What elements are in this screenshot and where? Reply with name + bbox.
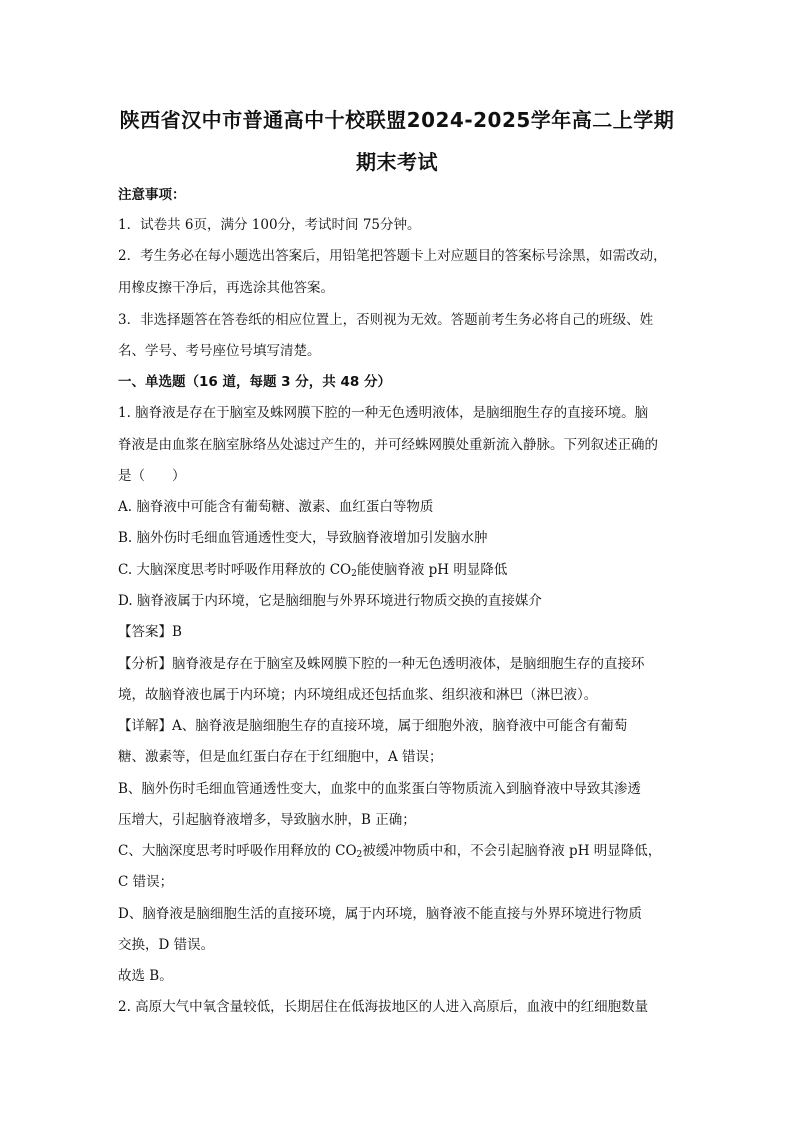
question-1-detail: 【详解】A、脑脊液是脑细胞生存的直接环境，属于细胞外液，脑脊液中可能含有葡萄 bbox=[118, 718, 628, 734]
notice-item-3: 3．非选择题答在答卷纸的相应位置上，否则视为无效。答题前考生务必将自己的班级、姓 bbox=[118, 312, 654, 328]
question-1-detail-d: D、脑脊液是脑细胞生活的直接环境，属于内环境，脑脊液不能直接与外界环境进行物质 bbox=[118, 906, 642, 922]
question-1-detail-c bbox=[118, 842, 678, 864]
question-1-option-b: B. 脑外伤时毛细血管通透性变大，导致脑脊液增加引发脑水肿 bbox=[118, 530, 488, 546]
question-1-detail-d-continued: 交换，D 错误。 bbox=[118, 937, 215, 953]
question-1-option-d: D. 脑脊液属于内环境，它是脑细胞与外界环境进行物质交换的直接媒介 bbox=[118, 593, 542, 609]
detail-c-text-end: 被缓冲物质中和，不会引起脑脊液 pH 明显降低， bbox=[362, 843, 662, 859]
option-c-text: C. 大脑深度思考时呼吸作用释放的 CO bbox=[118, 562, 352, 578]
notice-item-1: 1．试卷共 6页，满分 100分，考试时间 75分钟。 bbox=[118, 217, 421, 233]
question-1-stem: 1. 脑脊液是存在于脑室及蛛网膜下腔的一种无色透明液体，是脑细胞生存的直接环境。脑 bbox=[118, 405, 649, 421]
question-1-option-a: A. 脑脊液中可能含有葡萄糖、激素、血红蛋白等物质 bbox=[118, 499, 434, 515]
question-1-analysis-continued: 境，故脑脊液也属于内环境；内环境组成还包括血浆、组织液和淋巴（淋巴液）。 bbox=[118, 687, 598, 703]
option-c-subscript: 2 bbox=[351, 569, 357, 579]
notice-heading: 注意事项： bbox=[118, 187, 186, 203]
notice-item-2-continued: 用橡皮擦干净后，再选涂其他答案。 bbox=[118, 280, 334, 296]
question-1-detail-b: B、脑外伤时毛细血管通透性变大，血浆中的血浆蛋白等物质流入到脑脊液中导致其渗透 bbox=[118, 781, 641, 797]
question-1-detail-continued: 糖、激素等，但是血红蛋白存在于红细胞中，A 错误； bbox=[118, 749, 443, 765]
question-1-detail-c-continued: C 错误； bbox=[118, 874, 174, 890]
document-title: 陕西省汉中市普通高中十校联盟2024-2025学年高二上学期 bbox=[119, 108, 675, 132]
question-1-detail-b-continued: 压增大，引起脑脊液增多，导致脑水肿，B 正确； bbox=[118, 812, 416, 828]
question-1-analysis: 【分析】脑脊液是存在于脑室及蛛网膜下腔的一种无色透明液体，是脑细胞生存的直接环 bbox=[118, 656, 645, 672]
question-1-option-c bbox=[118, 561, 678, 583]
question-1-stem-continued: 脊液是由血浆在脑室脉络丛处滤过产生的，并可经蛛网膜处重新流入静脉。下列叙述正确的 bbox=[118, 437, 658, 453]
question-2-stem: 2. 高原大气中氧含量较低，长期居住在低海拔地区的人进入高原后，血液中的红细胞数量 bbox=[118, 999, 649, 1015]
detail-c-subscript: 2 bbox=[356, 850, 363, 860]
option-c-text-end: 能使脑脊液 pH 明显降低 bbox=[356, 562, 508, 578]
question-1-conclusion: 故选 B。 bbox=[118, 968, 173, 984]
document-title-continued: 期末考试 bbox=[356, 150, 438, 174]
question-1-answer: 【答案】B bbox=[118, 624, 182, 640]
notice-item-2: 2．考生务必在每小题选出答案后，用铅笔把答题卡上对应题目的答案标号涂黑，如需改动， bbox=[118, 248, 667, 264]
question-1-stem-end: 是（ ） bbox=[118, 468, 186, 484]
notice-item-3-continued: 名、学号、考号座位号填写清楚。 bbox=[118, 343, 321, 359]
detail-c-text: C、大脑深度思考时呼吸作用释放的 CO bbox=[118, 843, 357, 859]
section-heading: 一、单选题（16 道，每题 3 分，共 48 分） bbox=[118, 374, 391, 390]
